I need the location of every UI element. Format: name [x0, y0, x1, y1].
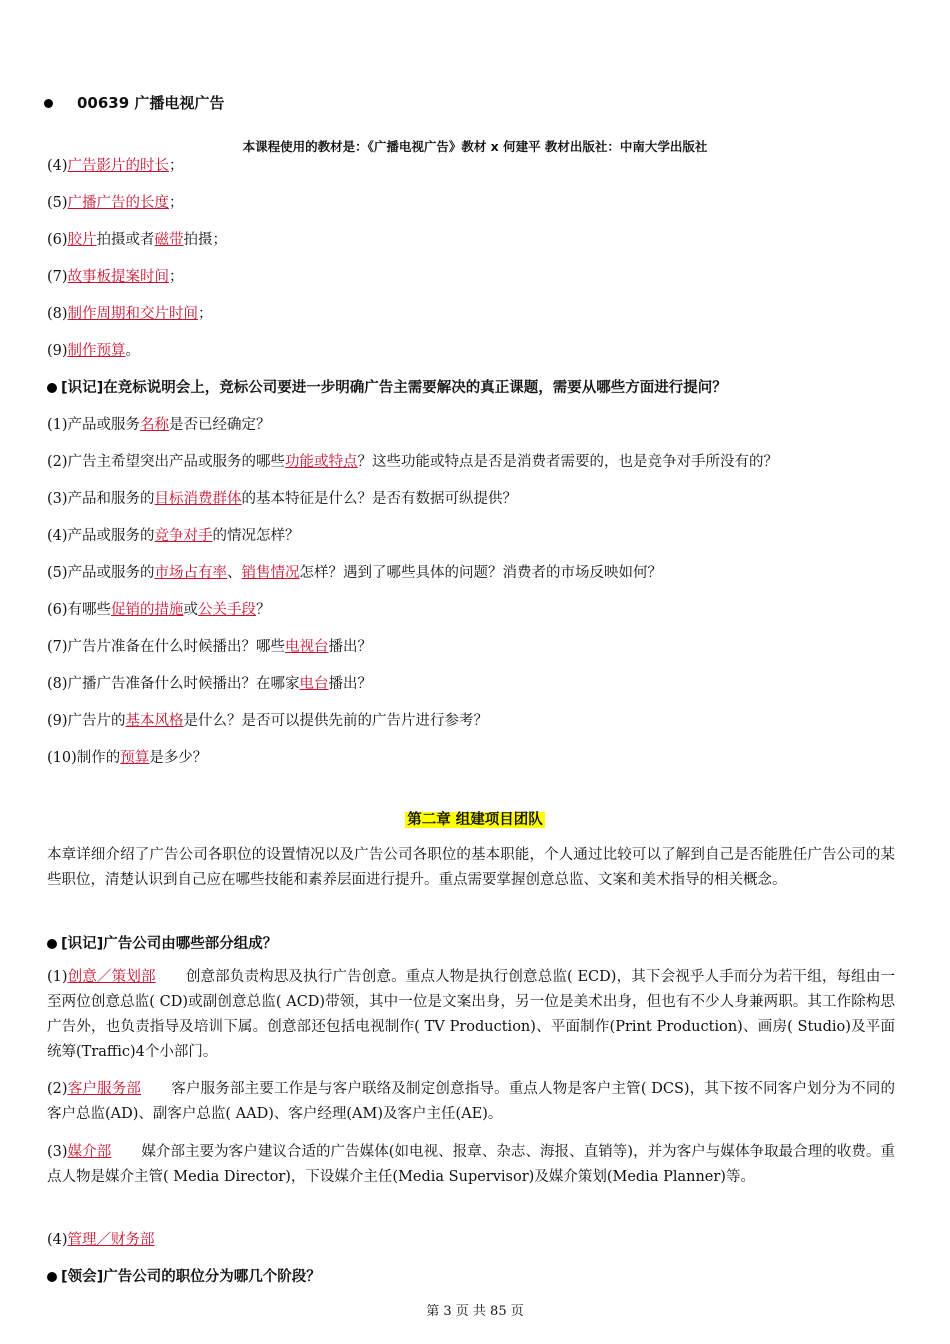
question-heading	[47, 376, 727, 397]
item-text: 、	[227, 565, 242, 581]
question-text: [领会]广告公司的职位分为哪几个阶段？	[61, 1269, 321, 1285]
list-item	[47, 672, 372, 693]
term-link[interactable]: 基本风格	[125, 713, 184, 729]
term-link[interactable]: 磁带	[154, 232, 184, 248]
term-link[interactable]: 媒介部	[67, 1144, 112, 1160]
item-tail: 。	[125, 343, 141, 359]
term-link[interactable]: 竞争对手	[154, 528, 213, 544]
list-item	[47, 635, 372, 656]
item-text: (4)产品或服务的	[47, 528, 155, 544]
item-number: (9)	[47, 343, 68, 359]
question-heading	[47, 932, 277, 953]
item-number: (4)	[47, 158, 68, 174]
item-tail: ；	[169, 269, 184, 285]
list-item	[47, 265, 184, 286]
item-tail: ；	[169, 158, 184, 174]
course-name: 广播电视广告	[134, 94, 225, 112]
item-text: 的情况怎样？	[212, 528, 300, 544]
dept-description: 客户服务部主要工作是与客户联络及制定创意指导。重点人物是客户主管( DCS)，其下按不同客户划分为不同的客户总监(AD)、副客户总监( AAD)、客户经理(AM)及客户主任(AE)。	[47, 1081, 895, 1122]
bullet-icon	[47, 939, 57, 949]
item-tail: ；	[169, 195, 184, 211]
item-text: 是什么？是否可以提供先前的广告片进行参考？	[183, 713, 489, 729]
item-text: (2)广告主希望突出产品或服务的哪些	[47, 454, 286, 470]
question-text: [识记]广告公司由哪些部分组成？	[61, 936, 278, 952]
item-tail: ；	[198, 306, 213, 322]
chapter-title	[0, 808, 950, 829]
list-item	[47, 487, 517, 508]
item-number: (8)	[47, 306, 68, 322]
term-link[interactable]: 管理／财务部	[67, 1232, 155, 1248]
item-text: (8)广播广告准备什么时候播出？在哪家	[47, 676, 300, 692]
chapter-intro: 本章详细介绍了广告公司各职位的设置情况以及广告公司各职位的基本职能，个人通过比较可以了解到自己是否能胜任广告公司的某些职位，清楚认识到自己应在哪些技能和素养层面进行提升。重点需要掌握创意总监、文案和美术指导的相关概念。	[47, 847, 895, 888]
item-text: 播出？	[328, 639, 373, 655]
item-number: (5)	[47, 195, 68, 211]
item-text: (9)广告片的	[47, 713, 126, 729]
term-link[interactable]: 客户服务部	[67, 1081, 142, 1097]
term-link[interactable]: 公关手段	[198, 602, 257, 618]
dept-account	[47, 1077, 895, 1127]
term-link[interactable]: 电台	[299, 676, 329, 692]
list-item	[47, 450, 778, 471]
term-link[interactable]: 预算	[120, 750, 150, 766]
bullet-icon	[44, 99, 53, 108]
term-link[interactable]: 电视台	[285, 639, 329, 655]
item-text: 是否已经确定？	[169, 417, 271, 433]
dept-media	[47, 1140, 895, 1190]
list-item	[47, 302, 213, 323]
item-text: (3)产品和服务的	[47, 491, 155, 507]
dept-creative	[47, 965, 895, 1065]
chapter-title-text: 第二章 组建项目团队	[407, 812, 543, 828]
item-text: (5)产品或服务的	[47, 565, 155, 581]
item-number: (3)	[47, 1144, 68, 1160]
term-link[interactable]: 广播广告的长度	[67, 195, 170, 211]
list-item	[47, 191, 184, 212]
term-link[interactable]: 广告影片的时长	[67, 158, 170, 174]
term-link[interactable]: 制作周期和交片时间	[67, 306, 199, 322]
item-text: 是多少？	[149, 750, 208, 766]
list-item	[47, 524, 300, 545]
term-link[interactable]: 名称	[140, 417, 170, 433]
item-text: 的基本特征是什么？是否有数据可纵提供？	[241, 491, 518, 507]
bullet-icon	[47, 1272, 57, 1282]
item-text: (7)广告片准备在什么时候播出？哪些	[47, 639, 286, 655]
dept-description: 创意部负责构思及执行广告创意。重点人物是执行创意总监( ECD)，其下会视乎人手而分为若干组，每组由一至两位创意总监( CD)或副创意总监( ACD)带领，其中一位是文案出身，另一位是美术出身，但也有不少人身兼两职。其工作除构思广告外，也负责指导及培训下属。创意部还包括电视制作( TV Production)、平面制作(Print Production)、画房( Studio)及平面统筹(Traffic)4个小部门。	[47, 969, 895, 1060]
list-item	[47, 154, 184, 175]
page-footer: 第 3 页 共 85 页	[426, 1304, 524, 1319]
dept-finance	[47, 1228, 155, 1249]
term-link[interactable]: 目标消费群体	[154, 491, 242, 507]
list-item	[47, 746, 207, 767]
item-text: ？	[256, 602, 271, 618]
item-tail: 拍摄；	[183, 232, 228, 248]
item-number: (7)	[47, 269, 68, 285]
list-item	[47, 339, 140, 360]
term-link[interactable]: 胶片	[67, 232, 97, 248]
list-item	[47, 598, 271, 619]
dept-description: 媒介部主要为客户建议合适的广告媒体(如电视、报章、杂志、海报、直销等)，并为客户与媒体争取最合理的收费。重点人物是媒介主管( Media Director)，下设媒介主任(Media Supervisor)及媒介策划(Media Planner)等。	[47, 1144, 896, 1185]
item-text: (10)制作的	[47, 750, 121, 766]
term-link[interactable]: 市场占有率	[154, 565, 228, 581]
item-text: ？这些功能或特点是否是消费者需要的，也是竞争对手所没有的？	[357, 454, 779, 470]
question-text: [识记]在竞标说明会上，竞标公司要进一步明确广告主需要解决的真正课题，需要从哪些方面进行提问？	[61, 380, 727, 396]
item-text: 怎样？遇到了哪些具体的问题？消费者的市场反映如何？	[299, 565, 663, 581]
item-text: (6)有哪些	[47, 602, 112, 618]
list-item	[47, 709, 488, 730]
question-heading	[47, 1265, 321, 1286]
textbook-info: 本课程使用的教材是：《广播电视广告》教材 x 何建平 教材出版社：中南大学出版社	[242, 139, 708, 154]
list-item	[47, 561, 662, 582]
term-link[interactable]: 功能或特点	[285, 454, 358, 470]
term-link[interactable]: 制作预算	[67, 343, 126, 359]
item-text: 或	[183, 602, 199, 618]
term-link[interactable]: 促销的措施	[111, 602, 184, 618]
course-code: 00639	[77, 94, 130, 112]
item-number: (1)	[47, 969, 68, 985]
term-link[interactable]: 故事板提案时间	[67, 269, 170, 285]
item-number: (6)	[47, 232, 68, 248]
item-number: (2)	[47, 1081, 68, 1097]
list-item	[47, 413, 271, 434]
bullet-icon	[47, 383, 57, 393]
course-header	[44, 92, 224, 113]
item-text: (1)产品或服务	[47, 417, 141, 433]
term-link[interactable]: 创意／策划部	[67, 969, 156, 985]
term-link[interactable]: 销售情况	[241, 565, 300, 581]
item-text: 播出？	[328, 676, 373, 692]
item-number: (4)	[47, 1232, 68, 1248]
list-item	[47, 228, 227, 249]
item-text: 拍摄或者	[96, 232, 155, 248]
